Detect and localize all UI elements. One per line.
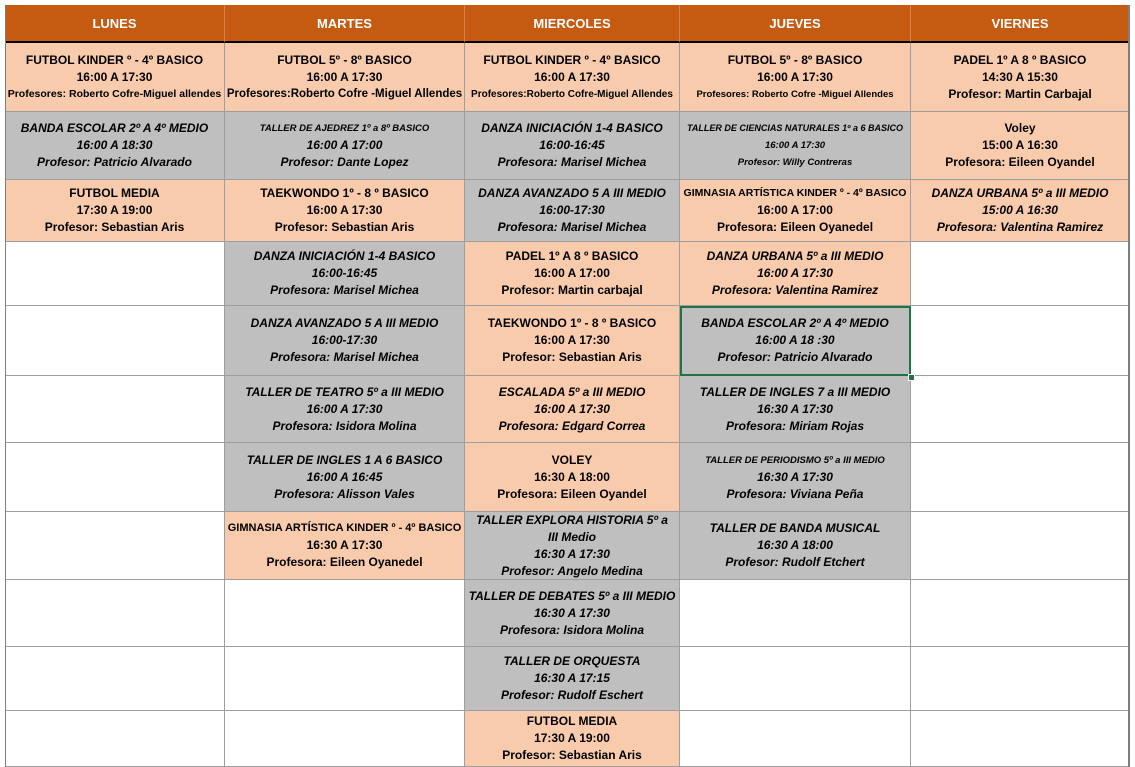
activity-title: BANDA ESCOLAR 2º A 4º MEDIO [701,316,889,330]
activity-title: DANZA URBANA 5º a III MEDIO [931,186,1109,200]
activity-title: TALLER DE INGLES 7 a III MEDIO [699,384,891,399]
schedule-cell-martes[interactable] [225,376,465,443]
activity-title: TAEKWONDO 1º - 8 º BASICO [260,186,429,200]
activity-teacher: Profesor: Rudolf Etchert [725,555,865,569]
activity-title: GIMNASIA ARTÍSTICA KINDER º - 4º BASICO [683,187,907,199]
schedule-cell-viernes[interactable] [911,180,1130,242]
activity-title: FUTBOL 5º - 8º BASICO [727,52,863,67]
activity-title: TALLER DE DEBATES 5º a III MEDIO [468,588,676,603]
header-lunes[interactable]: LUNES [5,5,225,43]
activity-title: PADEL 1º A 8 º BASICO [505,249,639,263]
schedule-cell-lunes[interactable] [5,180,225,242]
activity-time: 16:00-17:30 [311,333,378,347]
empty-cell-lunes[interactable] [5,242,225,306]
activity-title: TALLER DE BANDA MUSICAL [709,521,881,535]
activity-time: 16:00 A 17:30 [306,401,383,416]
activity-time: 16:00-17:30 [539,203,605,217]
activity-time: 16:00 A 17:00 [306,138,383,152]
empty-cell-viernes[interactable] [911,376,1130,443]
activity-teacher: Profesora: Viviana Peña [726,486,864,501]
activity-time: 16:00 A 17:30 [534,401,610,416]
activity-teacher: Profesora: Miriam Rojas [725,418,865,433]
schedule-cell-martes[interactable] [225,43,465,112]
schedule-cell-lunes[interactable] [5,43,225,112]
activity-teacher: Profesora: Eileen Oyanedel [266,555,423,569]
activity-title: DANZA INICIACIÓN 1-4 BASICO [481,121,663,135]
activity-teacher: Profesores:Roberto Cofre -Miguel Allendes [226,87,463,100]
empty-cell-martes[interactable] [225,647,465,711]
activity-time: 16:30 A 18:00 [757,538,833,552]
activity-teacher: Profesores: Roberto Cofre-Miguel allendes [7,87,222,100]
activity-time: 16:00 A 18:30 [76,138,153,152]
empty-cell-martes[interactable] [225,711,465,767]
activity-title: TALLER EXPLORA HISTORIA 5º a III Medio [476,512,668,544]
selection-fill-handle[interactable] [908,374,915,381]
activity-time: 16:00 A 17:30 [534,69,610,84]
activity-teacher: Profesor: Sebastian Aris [44,220,185,234]
activity-teacher: Profesor: Sebastian Aris [502,748,642,762]
schedule-cell-viernes[interactable] [911,112,1130,180]
activity-time: 16:30 A 17:30 [534,605,610,620]
schedule-cell-martes[interactable] [225,443,465,512]
schedule-cell-miercoles[interactable] [465,112,680,180]
activity-time: 16:00 A 17:30 [757,69,833,84]
empty-cell-viernes[interactable] [911,647,1130,711]
activity-teacher: Profesora: Marisel Michea [497,155,647,169]
activity-time: 17:30 A 19:00 [76,203,153,217]
activity-title: FUTBOL 5º - 8º BASICO [277,52,412,67]
schedule-cell-miercoles[interactable] [465,43,680,112]
schedule-cell-martes[interactable] [225,112,465,180]
schedule-cell-jueves[interactable] [680,512,911,580]
schedule-cell-jueves[interactable] [680,443,911,512]
activity-time: 16:00-16:45 [311,266,378,280]
schedule-cell-miercoles[interactable] [465,647,680,711]
empty-cell-lunes[interactable] [5,512,225,580]
activity-title: DANZA URBANA 5º a III MEDIO [706,249,884,263]
activity-title: TAEKWONDO 1º - 8 º BASICO [487,316,657,330]
schedule-cell-jueves[interactable] [680,376,911,443]
activity-teacher: Profesora: Eileen Oyandel [497,486,647,501]
activity-title: TALLER DE PERIODISMO 5º a III MEDIO [705,454,885,466]
activity-title: DANZA AVANZADO 5 A III MEDIO [478,186,666,200]
activity-time: 16:00 A 17:30 [76,69,153,84]
schedule-cell-miercoles[interactable] [465,180,680,242]
activity-time: 16:00 A 17:30 [764,140,826,151]
activity-title: FUTBOL MEDIA [69,186,160,200]
empty-cell-lunes[interactable] [5,306,225,376]
activity-time: 16:30 A 17:30 [534,546,610,561]
activity-title: DANZA AVANZADO 5 A III MEDIO [250,316,439,330]
empty-cell-viernes[interactable] [911,512,1130,580]
activity-time: 16:30 A 17:15 [534,671,610,685]
activity-time: 16:30 A 17:30 [757,401,833,416]
activity-time: 16:00 A 17:30 [306,203,383,217]
activity-title: Voley [1004,121,1036,135]
activity-time: 16:30 A 18:00 [534,469,610,484]
activity-title: TALLER DE CIENCIAS NATURALES 1º a 6 BASICO [687,123,903,133]
schedule-cell-lunes[interactable] [5,112,225,180]
schedule-cell-miercoles[interactable] [465,512,680,580]
schedule-cell-miercoles[interactable] [465,711,680,767]
activity-teacher: Profesora: Edgard Correa [498,418,646,433]
activity-time: 16:00 A 17:00 [757,203,833,217]
schedule-cell-miercoles[interactable] [465,376,680,443]
activity-teacher: Profesor: Patricio Alvarado [717,350,873,364]
schedule-cell-miercoles[interactable] [465,580,680,647]
activity-teacher: Profesora: Marisel Michea [270,350,419,364]
activity-time: 16:00-16:45 [539,138,605,152]
activity-title: ESCALADA 5º a III MEDIO [498,384,646,399]
empty-cell-martes[interactable] [225,580,465,647]
schedule-cell-miercoles[interactable] [465,443,680,512]
empty-cell-lunes[interactable] [5,443,225,512]
activity-teacher: Profesor: Dante Lopez [280,155,409,169]
activity-teacher: Profesores:Roberto Cofre-Miguel Allendes [471,88,673,100]
activity-teacher: Profesor: Willy Contreras [737,157,853,168]
schedule-cell-martes[interactable] [225,242,465,306]
activity-title: FUTBOL MEDIA [526,714,618,728]
empty-cell-viernes[interactable] [911,242,1130,306]
activity-teacher: Profesor: Sebastian Aris [274,220,415,234]
activity-teacher: Profesora: Isidora Molina [272,418,417,433]
header-miercoles[interactable]: MIERCOLES [465,5,680,43]
activity-teacher: Profesor: Angelo Medina [501,563,643,578]
activity-teacher: Profesora: Eileen Oyanedel [716,220,874,234]
schedule-cell-miercoles[interactable] [465,306,680,376]
empty-cell-jueves[interactable] [680,647,911,711]
activity-teacher: Profesora: Marisel Michea [270,283,419,297]
schedule-cell-martes[interactable] [225,306,465,376]
activity-time: 16:00 A 17:30 [306,69,383,84]
activity-time: 15:00 A 16:30 [982,138,1058,152]
empty-cell-lunes[interactable] [5,647,225,711]
activity-teacher: Profesor: Patricio Alvarado [37,155,192,169]
activity-time: 16:00 A 17:00 [534,266,610,280]
empty-cell-viernes[interactable] [911,580,1130,647]
activity-time: 16:00 A 17:30 [534,333,610,347]
activity-time: 15:00 A 16:30 [982,203,1058,217]
empty-cell-jueves[interactable] [680,711,911,767]
activity-time: 16:00 A 16:45 [306,469,383,484]
activity-teacher: Profesores: Roberto Cofre -Miguel Allendes [696,88,894,100]
activity-time: 16:30 A 17:30 [306,538,383,552]
activity-title: FUTBOL KINDER º - 4º BASICO [483,52,661,67]
activity-teacher: Profesora: Eileen Oyandel [945,155,1095,169]
empty-cell-lunes[interactable] [5,376,225,443]
schedule-cell-miercoles[interactable] [465,242,680,306]
activity-title: PADEL 1º A 8 º BASICO [953,52,1087,67]
empty-cell-viernes[interactable] [911,306,1130,376]
activity-time: 16:00 A 17:30 [757,266,833,280]
activity-time: 14:30 A 15:30 [982,69,1058,84]
schedule-cell-jueves[interactable] [680,43,911,112]
activity-time: 16:30 A 17:30 [757,469,833,484]
activity-teacher: Profesora: Valentina Ramirez [936,220,1104,234]
schedule-cell-martes[interactable] [225,512,465,580]
schedule-cell-jueves[interactable] [680,112,911,180]
activity-title: FUTBOL KINDER º - 4º BASICO [25,52,204,67]
activity-title: TALLER DE INGLES 1 A 6 BASICO [246,452,443,467]
empty-cell-lunes[interactable] [5,711,225,767]
schedule-cell-martes[interactable] [225,180,465,242]
empty-cell-viernes[interactable] [911,711,1130,767]
activity-teacher: Profesor: Rudolf Eschert [500,688,644,702]
activity-title: TALLER DE AJEDREZ 1º a 8º BASICO [259,123,430,134]
schedule-cell-viernes[interactable] [911,43,1130,112]
activity-teacher: Profesor: Martin Carbajal [948,86,1092,101]
activity-title: VOLEY [551,452,593,467]
schedule-cell-jueves[interactable] [680,180,911,242]
schedule-cell-jueves[interactable] [680,242,911,306]
activity-teacher: Profesor: Martin carbajal [501,283,643,297]
header-martes[interactable]: MARTES [225,5,465,43]
header-jueves[interactable]: JUEVES [680,5,911,43]
activity-teacher: Profesora: Valentina Ramirez [711,283,879,297]
activity-title: DANZA INICIACIÓN 1-4 BASICO [253,249,436,263]
schedule-cell-jueves[interactable] [680,306,911,376]
activity-title: BANDA ESCOLAR 2º A 4º MEDIO [20,121,209,135]
activity-teacher: Profesora: Alisson Vales [274,486,415,501]
header-viernes[interactable]: VIERNES [911,5,1130,43]
activity-teacher: Profesora: Isidora Molina [499,622,645,637]
empty-cell-jueves[interactable] [680,580,911,647]
schedule-grid [5,5,1130,767]
activity-title: TALLER DE ORQUESTA [503,654,641,668]
activity-time: 16:00 A 18 :30 [755,333,835,347]
activity-teacher: Profesor: Sebastian Aris [502,350,642,364]
empty-cell-lunes[interactable] [5,580,225,647]
activity-teacher: Profesora: Marisel Michea [497,220,647,234]
empty-cell-viernes[interactable] [911,443,1130,512]
activity-time: 17:30 A 19:00 [534,731,610,745]
activity-title: TALLER DE TEATRO 5º a III MEDIO [245,384,444,399]
activity-title: GIMNASIA ARTÍSTICA KINDER º - 4º BASICO [227,522,462,534]
